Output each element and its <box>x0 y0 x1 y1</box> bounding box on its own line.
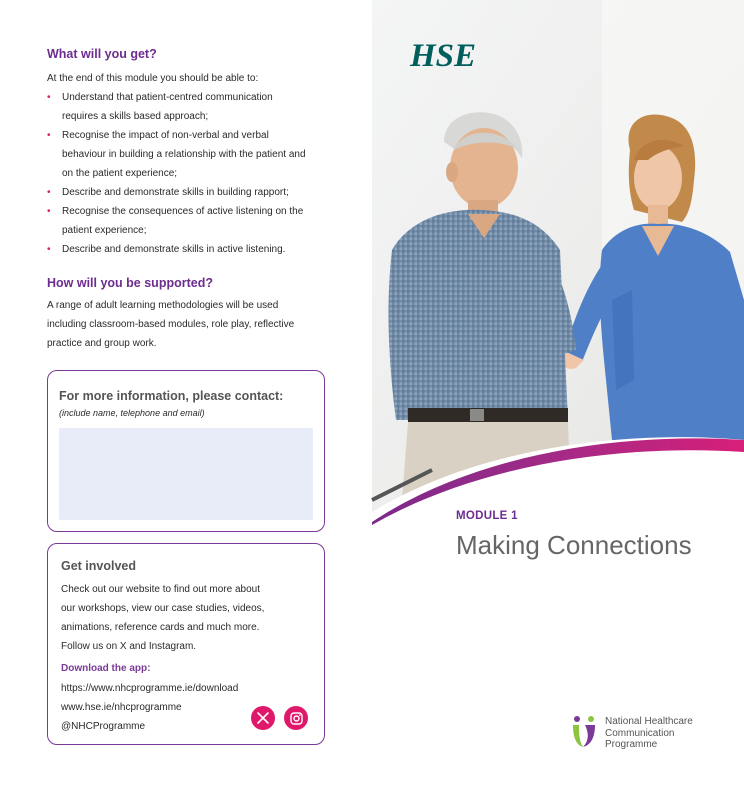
list-item <box>47 202 337 240</box>
nhcp-logo <box>571 715 599 754</box>
list-item-line: on the patient experience; <box>62 168 178 179</box>
list-item <box>47 88 337 126</box>
involved-line: Check out our website to find out more about <box>61 584 261 595</box>
list-item <box>47 240 337 259</box>
list-item-line: patient experience; <box>62 225 147 236</box>
support-line: including classroom-based modules, role play, reflective <box>47 319 295 330</box>
what-will-you-get-heading: What will you get? <box>47 47 157 61</box>
bullet-icon: • <box>47 187 51 198</box>
contact-title: For more information, please contact: <box>59 389 284 403</box>
list-item-line: Describe and demonstrate skills in active listening. <box>62 244 286 255</box>
list-item-line: behaviour in building a relationship with the patient and <box>62 149 306 160</box>
bullet-icon: • <box>47 92 51 103</box>
cover-photo <box>372 0 744 525</box>
how-supported-heading: How will you be supported? <box>47 276 213 290</box>
instagram-button[interactable] <box>284 706 308 730</box>
x-button[interactable] <box>251 706 275 730</box>
bullet-icon: • <box>47 130 51 141</box>
list-item-line: Describe and demonstrate skills in building rapport; <box>62 187 289 198</box>
what-will-you-get-intro: At the end of this module you should be able to: <box>47 73 259 84</box>
how-supported-text <box>47 296 337 353</box>
module-label: MODULE 1 <box>456 510 518 522</box>
nhcp-line: National Healthcare <box>605 716 693 727</box>
involved-line: animations, reference cards and much more. <box>61 622 260 633</box>
cover-photo-illustration <box>372 0 744 525</box>
bullet-icon: • <box>47 244 51 255</box>
hse-logo <box>408 35 477 78</box>
instagram-icon <box>290 712 303 725</box>
download-link[interactable]: https://www.nhcprogramme.ie/download <box>61 683 239 694</box>
svg-text:HSE: HSE <box>410 38 477 74</box>
contact-info-box <box>47 370 325 532</box>
list-item-line: Recognise the impact of non-verbal and verbal <box>62 130 269 141</box>
contact-details-field[interactable] <box>59 428 313 520</box>
nhcp-line: Programme <box>605 739 658 750</box>
hse-logo-icon <box>408 35 477 74</box>
nhcp-line: Communication <box>605 727 675 739</box>
x-icon <box>257 712 269 724</box>
get-involved-text <box>61 580 301 656</box>
nhcp-logo-icon <box>571 715 599 749</box>
involved-line: our workshops, view our case studies, videos, <box>61 603 265 614</box>
bullet-icon: • <box>47 206 51 217</box>
list-item-line: requires a skills based approach; <box>62 111 209 122</box>
learning-outcomes-list <box>47 88 337 259</box>
list-item <box>47 126 337 183</box>
hse-link[interactable]: www.hse.ie/nhcprogramme <box>61 702 182 713</box>
get-involved-title: Get involved <box>61 559 137 573</box>
module-title: Making Connections <box>456 530 692 560</box>
support-line: practice and group work. <box>47 338 157 349</box>
social-handle: @NHCProgramme <box>61 721 146 732</box>
list-item <box>47 183 337 202</box>
get-involved-box <box>47 543 325 745</box>
contact-subtitle: (include name, telephone and email) <box>59 408 205 418</box>
download-app-label: Download the app: <box>61 663 151 674</box>
nhcp-name <box>605 716 725 751</box>
right-panel <box>372 0 744 789</box>
involved-line: Follow us on X and Instagram. <box>61 641 197 652</box>
support-line: A range of adult learning methodologies will be used <box>47 300 279 311</box>
list-item-line: Understand that patient-centred communication <box>62 92 273 103</box>
list-item-line: Recognise the consequences of active listening on the <box>62 206 304 217</box>
